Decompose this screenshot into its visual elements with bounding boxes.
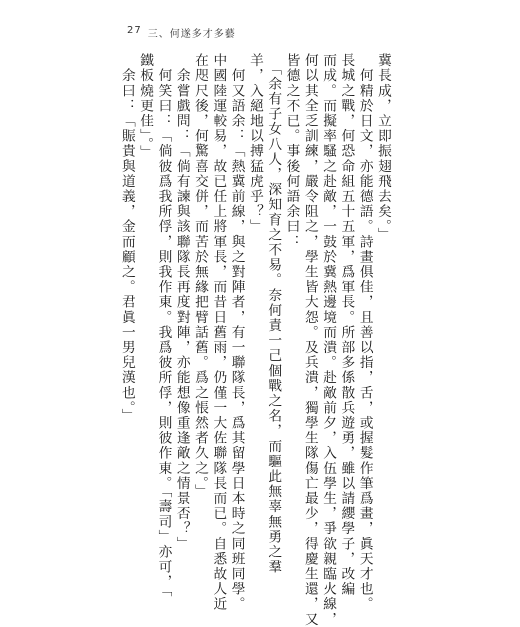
text-column: 長城之戰，何恐命組五十五軍，爲軍長。所部多係散兵遊勇，雖以請纓學子，改編 [338, 53, 355, 597]
chapter-title: 三、何遂多才多藝 [147, 29, 236, 40]
text-column: 鐵板燒更佳」。」 [137, 53, 154, 161]
text-column: 何笑曰：「倘彼爲我所俘，則我作東。我爲彼所俘，則彼作東。「壽司」亦可，「 [155, 53, 172, 598]
text-column: 余曰：「賑貴與道義，金而顧之。君眞一男兒漢也。」 [118, 53, 135, 424]
text-column: 而成。而擬率騷之赴敵，一鼓於冀熱邊境而潰。赴敵前夕，入伍學生，爭欲親臨火線， [320, 53, 337, 627]
page-number: 27 [127, 25, 142, 36]
text-column: 中國陸運較易，故已任上將軍長，而昔日舊雨，仍僅一大佐聯隊長而已。自悉故人近 [210, 53, 227, 612]
running-header [127, 25, 236, 40]
text-column: 皆德之不已。事後何語余曰： [283, 53, 300, 250]
text-column: 何精於日文，亦能德語。詩畫俱佳，且善以指，舌，或握髮作筆爲畫，眞天才也。 [356, 53, 373, 612]
text-column: 冀長成，立即振翅飛去矣。」 [375, 53, 391, 243]
text-column: 在咫尺後，何驚喜交併，而苦於無緣把臂話舊。爲之悵然者久之。」 [192, 53, 209, 500]
text-column: 何以其全乏訓練，嚴令阻之，學生皆大怨。及兵潰，獨學生隊傷亡最少，得慶生還，又 [301, 53, 318, 627]
text-column: 何又語余：「熱冀前線，與之對陣者，有一聯隊長，爲其留學日本時之同班同學。 [228, 53, 245, 612]
text-column: 余嘗戲問：「倘有諫與該聯隊長再度對陣，亦能想像重逢敵之情景否？」 [173, 53, 190, 552]
text-column: 羊，入絕地以搏猛虎乎？」 [246, 53, 263, 235]
text-column: 「余有子女八人，深知育之不易。奈何責一己個戰之名，而驅此無辜無勇之羣 [265, 53, 282, 575]
vertical-text-body [118, 53, 392, 627]
